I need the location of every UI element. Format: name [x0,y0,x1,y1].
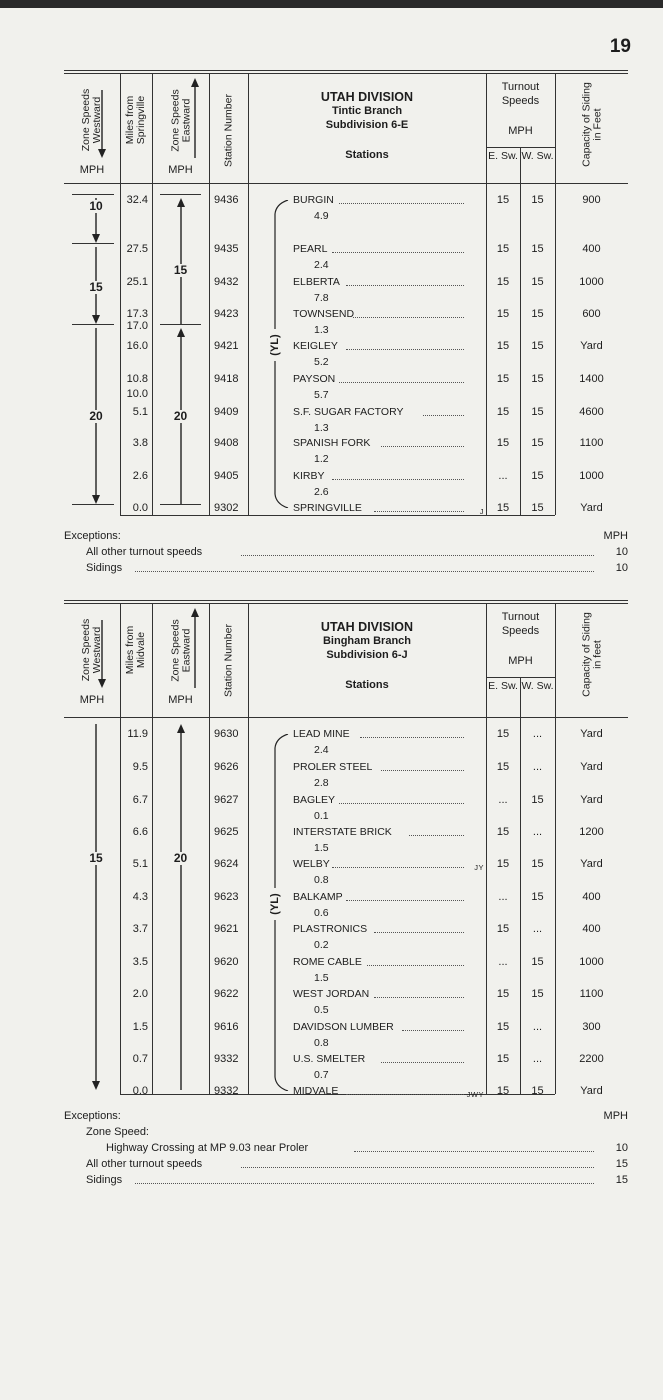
title-block [248,620,486,662]
row-distance-to-next: 1.3 [314,422,329,434]
row-station-name: BURGIN [293,194,334,206]
row-station-name: BALKAMP [293,891,343,903]
row-station-number: 9432 [214,276,239,288]
row-west-switch-speed: ... [532,923,543,935]
row-west-switch-speed: ... [532,761,543,773]
row-east-switch-speed: 15 [496,276,510,288]
row-station-suffix: JY [474,863,484,872]
dot-leader [353,317,464,318]
row-west-switch-speed: 15 [531,437,544,449]
row-east-switch-speed: 15 [496,437,510,449]
exception-dot-leader [241,555,594,556]
header-bottom-rule [64,717,628,718]
row-distance-to-next: 1.5 [314,842,329,854]
capacity-header: Capacity of Siding in feet [579,611,603,697]
zone-change-miles: 10.0 [126,388,148,400]
row-east-switch-speed: 15 [496,308,510,320]
branch-title: Bingham Branch [322,635,411,647]
division-title: UTAH DIVISION [320,90,414,104]
row-east-switch-speed: ... [498,470,508,482]
dot-leader [332,867,464,868]
miles-header: Miles from Midvale [124,625,147,675]
zone-west-arrow-icon [96,620,108,688]
row-siding-capacity: 900 [582,194,601,206]
row-distance-to-next: 2.6 [314,486,329,498]
zone-boundary-tick [160,194,201,195]
dot-leader [346,1094,464,1095]
zone-east-speed: 20 [165,852,197,865]
row-siding-capacity: 300 [582,1021,601,1033]
subdivision-title: Subdivision 6-E [325,119,409,131]
row-miles: 0.0 [132,502,148,514]
turnout-subheader-rule [486,147,555,148]
row-siding-capacity: 1200 [579,826,604,838]
stations-header: Stations [345,149,389,161]
exception-value: 15 [615,1158,628,1170]
row-station-number: 9332 [214,1053,239,1065]
row-miles: 5.1 [132,406,148,418]
row-miles: 1.5 [132,1021,148,1033]
west-switch-header: W. Sw. [521,680,554,692]
row-west-switch-speed: 15 [531,340,544,352]
row-siding-capacity: Yard [580,502,603,514]
row-distance-to-next: 5.2 [314,356,329,368]
row-station-number: 9409 [214,406,239,418]
row-miles: 3.7 [132,923,148,935]
zone-west-speed: 10 [80,200,112,213]
dot-leader [360,737,464,738]
row-station-number: 9624 [214,858,239,870]
turnout-mph-header: MPH [508,655,533,667]
row-station-name: BAGLEY [293,794,336,806]
row-east-switch-speed: 15 [496,1021,510,1033]
dot-leader [381,770,464,771]
row-station-name: PEARL [293,243,328,255]
row-siding-capacity: 400 [582,243,601,255]
dot-leader [381,446,464,447]
row-station-suffix: JWY [466,1090,484,1099]
row-distance-to-next: 2.4 [314,744,329,756]
row-distance-to-next: 0.8 [314,874,329,886]
row-miles: 4.3 [132,891,148,903]
row-station-name: SPRINGVILLE [293,502,362,514]
row-siding-capacity: 1400 [579,373,604,385]
east-switch-header: E. Sw. [488,150,518,162]
row-west-switch-speed: 15 [531,470,544,482]
row-station-number: 9332 [214,1085,239,1097]
row-siding-capacity: 600 [582,308,601,320]
row-siding-capacity: Yard [580,794,603,806]
east-switch-header: E. Sw. [488,680,518,692]
exceptions-label: Exceptions: [64,1110,121,1122]
row-siding-capacity: 4600 [579,406,604,418]
branch-title: Tintic Branch [331,105,403,117]
exceptions-mph-label: MPH [603,530,628,542]
row-station-name: LEAD MINE [293,728,350,740]
row-distance-to-next: 1.5 [314,972,329,984]
row-station-name: KIRBY [293,470,325,482]
zone-west-header: Zone Speeds Westward [80,88,103,152]
row-station-number: 9408 [214,437,239,449]
row-station-number: 9436 [214,194,239,206]
row-station-name: KEIGLEY [293,340,338,352]
row-east-switch-speed: 15 [496,406,510,418]
station-number-header: Station Number [222,93,234,167]
zone-east-header: Zone Speeds Eastward [168,618,192,682]
row-distance-to-next: 1.3 [314,324,329,336]
row-east-switch-speed: 15 [496,373,510,385]
row-station-number: 9405 [214,470,239,482]
row-distance-to-next: 7.8 [314,292,329,304]
row-miles: 2.6 [132,470,148,482]
row-distance-to-next: 0.7 [314,1069,329,1081]
row-siding-capacity: 1100 [579,437,604,449]
row-station-name: ELBERTA [293,276,340,288]
row-miles: 11.9 [127,728,148,740]
row-distance-to-next: 0.2 [314,939,329,951]
row-east-switch-speed: 15 [496,1053,510,1065]
row-west-switch-speed: 15 [531,858,544,870]
dot-leader [332,252,464,253]
row-east-switch-speed: ... [498,956,508,968]
dot-leader [346,900,464,901]
exception-dot-leader [135,571,594,572]
zone-west-speed-arrow-icon [90,724,102,1090]
exception-label: Sidings [86,1174,123,1186]
row-siding-capacity: 1000 [579,956,604,968]
row-siding-capacity: 400 [582,923,601,935]
row-siding-capacity: 1000 [579,276,604,288]
exception-label: Sidings [86,562,123,574]
row-west-switch-speed: 15 [531,276,544,288]
row-station-name: TOWNSEND [293,308,355,320]
dot-leader [346,349,464,350]
row-miles: 6.6 [132,826,148,838]
row-east-switch-speed: 15 [496,761,510,773]
row-station-name: WELBY [293,858,330,870]
row-east-switch-speed: 15 [496,728,510,740]
exception-dot-leader [354,1151,594,1152]
row-miles: 32.4 [126,194,148,206]
zone-west-speed: 15 [80,852,112,865]
row-east-switch-speed: 15 [496,243,510,255]
zone-west-arrow-icon [96,90,108,158]
exception-dot-leader [241,1167,594,1168]
row-station-number: 9421 [214,340,239,352]
row-west-switch-speed: 15 [531,956,544,968]
row-station-number: 9620 [214,956,239,968]
row-west-switch-speed: 15 [531,891,544,903]
dot-leader [409,835,464,836]
row-siding-capacity: 2200 [579,1053,604,1065]
row-east-switch-speed: ... [498,794,508,806]
row-station-name: INTERSTATE BRICK [293,826,392,838]
zone-boundary-tick [72,504,114,505]
row-west-switch-speed: ... [532,826,543,838]
dot-leader [374,932,464,933]
row-miles: 2.0 [132,988,148,1000]
row-distance-to-next: 2.4 [314,259,329,271]
row-station-name: WEST JORDAN [293,988,370,1000]
row-station-name: U.S. SMELTER [293,1053,366,1065]
row-miles: 0.0 [132,1085,148,1097]
dot-leader [332,479,464,480]
exception-label: All other turnout speeds [86,546,203,558]
row-west-switch-speed: ... [532,1021,543,1033]
row-station-suffix: J [479,507,484,516]
row-station-number: 9302 [214,502,239,514]
row-station-number: 9435 [214,243,239,255]
dot-leader [339,803,464,804]
header-bottom-rule [64,183,628,184]
row-miles: 17.3 [126,308,148,320]
row-miles: 16.0 [126,340,148,352]
row-station-number: 9627 [214,794,239,806]
dot-leader [402,1030,464,1031]
exception-label: All other turnout speeds [86,1158,203,1170]
row-distance-to-next: 0.8 [314,1037,329,1049]
row-siding-capacity: Yard [580,1085,603,1097]
dot-leader [423,415,464,416]
turnout-speeds-header: Turnout Speeds [501,81,540,107]
row-distance-to-next: 5.7 [314,389,329,401]
zone-change-miles: 17.0 [126,320,148,332]
dot-leader [374,511,464,512]
row-station-name: S.F. SUGAR FACTORY [293,406,404,418]
row-miles: 6.7 [132,794,148,806]
row-station-name: ROME CABLE [293,956,362,968]
row-station-number: 9625 [214,826,239,838]
row-west-switch-speed: 15 [531,194,544,206]
dot-leader [346,285,464,286]
row-west-switch-speed: 15 [531,1085,544,1097]
row-siding-capacity: Yard [580,761,603,773]
mph-east-label: MPH [168,164,193,176]
row-siding-capacity: Yard [580,340,603,352]
exception-value: 10 [615,1142,628,1154]
exception-value: 10 [615,546,628,558]
miles-header: Miles from Springville [124,95,147,145]
row-station-number: 9423 [214,308,239,320]
zone-east-speed-arrow-icon [175,724,187,1090]
row-station-name: SPANISH FORK [293,437,371,449]
row-east-switch-speed: 15 [496,826,510,838]
row-west-switch-speed: ... [532,728,543,740]
dot-leader [381,1062,464,1063]
table-top-rule [64,600,628,601]
row-east-switch-speed: 15 [496,858,510,870]
row-east-switch-speed: 15 [496,340,510,352]
row-siding-capacity: Yard [580,858,603,870]
row-siding-capacity: 1100 [579,988,604,1000]
zone-east-arrow-icon [189,78,201,158]
row-east-switch-speed: 15 [496,1085,510,1097]
row-miles: 5.1 [132,858,148,870]
dot-leader [339,203,464,204]
row-distance-to-next: 1.2 [314,453,329,465]
zone-boundary-tick [72,324,114,325]
dot-leader [367,965,464,966]
row-station-name: PLASTRONICS [293,923,368,935]
zone-boundary-tick [160,324,201,325]
row-east-switch-speed: ... [498,891,508,903]
exceptions-label: Exceptions: [64,530,121,542]
exception-value: 15 [615,1174,628,1186]
track-code: (YL) [270,888,284,920]
zone-west-speed: 20 [80,410,112,423]
row-east-switch-speed: 15 [496,502,510,514]
row-east-switch-speed: 15 [496,194,510,206]
row-west-switch-speed: 15 [531,308,544,320]
row-station-number: 9623 [214,891,239,903]
row-miles: 0.7 [132,1053,148,1065]
zone-boundary-tick [160,504,201,505]
row-station-number: 9622 [214,988,239,1000]
row-siding-capacity: 1000 [579,470,604,482]
zone-east-header: Zone Speeds Eastward [168,88,192,152]
zone-east-speed: 15 [165,264,197,277]
row-station-number: 9626 [214,761,239,773]
table-top-rule-2 [64,73,628,74]
mph-west-label: MPH [79,164,105,176]
turnout-subheader-rule [486,677,555,678]
row-distance-to-next: 0.5 [314,1004,329,1016]
stations-header: Stations [345,679,389,691]
subdivision-title: Subdivision 6-J [326,649,408,661]
table-top-rule [64,70,628,71]
row-siding-capacity: 400 [582,891,601,903]
row-station-name: PAYSON [293,373,336,385]
row-miles: 3.8 [132,437,148,449]
row-distance-to-next: 4.9 [314,210,329,222]
row-station-name: PROLER STEEL [293,761,373,773]
mph-east-label: MPH [168,694,193,706]
title-block [248,90,486,132]
row-miles: 9.5 [132,761,148,773]
page-top-edge [0,0,663,8]
turnout-mph-header: MPH [508,125,533,137]
dot-leader [339,382,464,383]
row-miles: 10.8 [126,373,148,385]
row-east-switch-speed: 15 [496,923,510,935]
row-west-switch-speed: ... [532,1053,543,1065]
track-code: (YL) [270,329,284,361]
row-station-number: 9616 [214,1021,239,1033]
zone-west-speed: 15 [80,281,112,294]
zone-east-speed-arrow-icon [175,198,187,324]
row-east-switch-speed: 15 [496,988,510,1000]
west-switch-header: W. Sw. [521,150,554,162]
table-top-rule-2 [64,603,628,604]
row-west-switch-speed: 15 [531,502,544,514]
row-miles: 25.1 [126,276,148,288]
zone-boundary-tick [72,243,114,244]
table-bottom-rule [120,515,555,516]
exception-label: Highway Crossing at MP 9.03 near Proler [106,1142,309,1154]
row-west-switch-speed: 15 [531,794,544,806]
row-station-name: DAVIDSON LUMBER [293,1021,394,1033]
row-west-switch-speed: 15 [531,243,544,255]
zone-east-arrow-icon [189,608,201,688]
exception-label: Zone Speed: [86,1126,149,1138]
zone-boundary-tick [72,194,114,195]
row-siding-capacity: Yard [580,728,603,740]
row-miles: 3.5 [132,956,148,968]
row-miles: 27.5 [126,243,148,255]
row-distance-to-next: 0.6 [314,907,329,919]
row-station-number: 9418 [214,373,239,385]
division-title: UTAH DIVISION [320,620,414,634]
exceptions-mph-label: MPH [603,1110,628,1122]
row-station-number: 9621 [214,923,239,935]
exception-value: 10 [615,562,628,574]
exception-dot-leader [135,1183,594,1184]
row-west-switch-speed: 15 [531,373,544,385]
row-distance-to-next: 0.1 [314,810,329,822]
mph-west-label: MPH [79,694,105,706]
row-west-switch-speed: 15 [531,406,544,418]
station-number-header: Station Number [222,623,234,697]
page-number: 19 [609,36,631,57]
row-station-name: MIDVALE [293,1085,339,1097]
capacity-header: Capacity of Siding in Feet [579,81,603,167]
row-station-number: 9630 [214,728,239,740]
dot-leader [374,997,464,998]
row-west-switch-speed: 15 [531,988,544,1000]
row-distance-to-next: 2.8 [314,777,329,789]
zone-west-header: Zone Speeds Westward [80,618,103,682]
zone-east-speed: 20 [165,410,197,423]
turnout-speeds-header: Turnout Speeds [501,611,540,637]
